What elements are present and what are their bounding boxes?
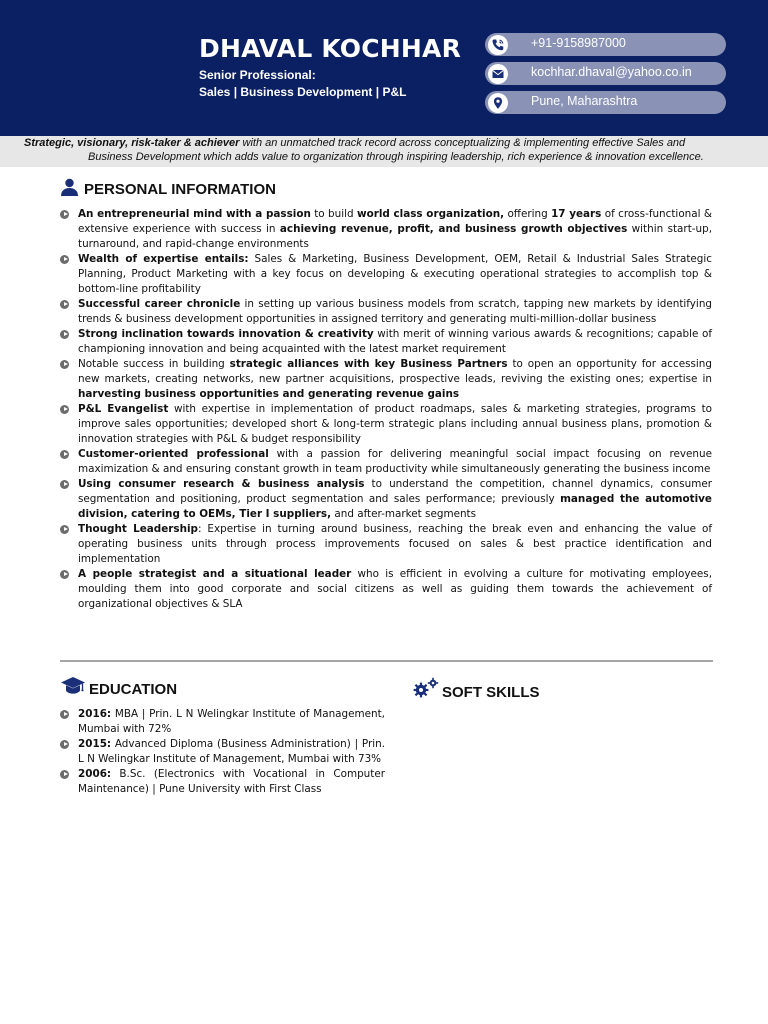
phone-icon <box>488 35 508 55</box>
personal-info-item <box>60 477 712 522</box>
bullet-highlight: Using consumer research & business analysis <box>78 478 365 490</box>
graduation-cap-icon <box>60 676 86 701</box>
contact-phone[interactable] <box>485 33 726 56</box>
bullet-highlight: 2015: <box>78 738 112 750</box>
tagline-line-1 <box>24 137 685 149</box>
personal-info-item <box>60 402 712 447</box>
contact-phone-text: +91-9158987000 <box>531 36 626 50</box>
bullet-highlight: world class organization, <box>356 208 505 220</box>
personal-info-item <box>60 567 712 612</box>
tagline-line-2: Business Development which adds value to organization through inspiring leadership, rich experience & innovation excellence. <box>88 151 704 163</box>
bullet-text: with expertise in implementation of product roadmaps, sales & marketing strategies, programs to improve sales opportunities; developed short & long-term strategic plans including annual business plans, promotion & innovation strategies with P&L & budget responsibility <box>78 403 712 445</box>
tagline-line-1-rest: with an unmatched track record across conceptualizing & implementing effective Sales and <box>239 137 686 149</box>
bullet-text: : Expertise in turning around business, reaching the break even and enhancing the value of operating business units through process improvements focused on sales & best practice identification and implementation <box>78 523 713 565</box>
personal-info-item <box>60 447 712 477</box>
header-banner <box>0 0 768 136</box>
bullet-text: Notable success in building <box>78 358 230 370</box>
summary-tagline <box>0 136 768 167</box>
section-divider <box>60 660 713 662</box>
bullet-text: offering <box>504 208 552 220</box>
subtitle-title: Senior Professional: <box>199 68 316 82</box>
bullet-text: with merit of winning various awards & recognitions; capable of championing innovation and being acquainted with the latest market requirement <box>78 328 713 355</box>
bullet-text: in setting up various business models from scratch, tapping new markets by identifying trends & business development opportunities in assigned territory and generating multi-million-dollar business <box>78 298 713 325</box>
bullet-text: within start-up, turnaround, and rapid-change environments <box>78 223 713 250</box>
contact-location[interactable] <box>485 91 726 114</box>
bullet-text: to build <box>310 208 357 220</box>
gears-icon <box>413 677 440 704</box>
bullet-text: MBA | Prin. L N Welingkar Institute of Management, Mumbai with 72% <box>78 708 385 735</box>
soft-skills-heading: SOFT SKILLS <box>442 684 540 701</box>
subtitle-domains: Sales | Business Development | P&L <box>199 85 407 99</box>
bullet-highlight: P&L Evangelist <box>78 403 169 415</box>
bullet-highlight: Thought Leadership <box>78 523 198 535</box>
bullet-highlight: managed the automotive division, catering to OEMs, Tier I suppliers, <box>78 493 712 520</box>
bullet-highlight: achieving revenue, profit, and business growth objectives <box>279 223 628 235</box>
tagline-highlight: Strategic, visionary, risk-taker & achiever <box>24 137 240 149</box>
bullet-highlight: A people strategist and a situational leader <box>78 568 352 580</box>
bullet-highlight: Customer-oriented professional <box>78 448 269 460</box>
contact-email[interactable] <box>485 62 726 85</box>
personal-info-item <box>60 297 712 327</box>
personal-info-item <box>60 522 712 567</box>
bullet-highlight: Strong inclination towards innovation & creativity <box>78 328 374 340</box>
personal-info-list <box>60 207 712 612</box>
personal-info-item <box>60 327 712 357</box>
bullet-highlight: 17 years <box>551 208 602 220</box>
personal-info-item <box>60 207 712 252</box>
bullet-highlight: 2016: <box>78 708 112 720</box>
bullet-text: and after-market segments <box>331 508 477 520</box>
bullet-text: with a passion for delivering meaningful social impact focusing on revenue maximization & and ensuring constant growth in team productivity while simultaneously generating the business income <box>78 448 712 475</box>
contact-location-text: Pune, Maharashtra <box>531 94 638 108</box>
location-pin-icon <box>488 93 508 113</box>
bullet-highlight: Successful career chronicle <box>78 298 241 310</box>
education-heading: EDUCATION <box>89 681 178 698</box>
bullet-text: of cross-functional & extensive experience with success in <box>78 208 712 235</box>
bullet-highlight: 2006: <box>78 768 112 780</box>
bullet-highlight: strategic alliances with key Business Partners <box>229 358 508 370</box>
education-item <box>60 767 385 797</box>
personal-info-heading: PERSONAL INFORMATION <box>84 181 276 198</box>
bullet-text: to open an opportunity for accessing new markets, creating networks, new partner acquisitions, prospective leads, reviving the existing ones; expertise in <box>78 358 712 385</box>
bullet-text: Advanced Diploma (Business Administration) | Prin. L N Welingkar Institute of Management, Mumbai with 73% <box>78 738 385 765</box>
education-item <box>60 737 385 767</box>
bullet-highlight: An entrepreneurial mind with a passion <box>78 208 311 220</box>
bullet-text: Sales & Marketing, Business Development, OEM, Retail & Industrial Sales Strategic Planning, Product Marketing with a key focus on developing & executing operational strategies to accomplish top & bottom-line profitability <box>78 253 712 295</box>
contact-email-text: kochhar.dhaval@yahoo.co.in <box>531 65 692 79</box>
bullet-text: to understand the competition, channel dynamics, consumer segmentation and positioning, product segmentation and sales performance; previously <box>78 478 712 505</box>
education-item <box>60 707 385 737</box>
bullet-text: who is efficient in evolving a culture for motivating employees, moulding them into good corporate and social citizens as well as guiding them towards the achievement of organizational objectives & SLA <box>78 568 713 610</box>
bullet-text: B.Sc. (Electronics with Vocational in Computer Maintenance) | Pune University with First Class <box>78 768 385 795</box>
bullet-highlight: Wealth of expertise entails: <box>78 253 249 265</box>
education-list <box>60 707 385 797</box>
user-icon <box>60 178 79 201</box>
candidate-name: DHAVAL KOCHHAR <box>199 34 462 63</box>
envelope-icon <box>488 64 508 84</box>
personal-info-item <box>60 357 712 402</box>
personal-info-item <box>60 252 712 297</box>
bullet-highlight: harvesting business opportunities and generating revenue gains <box>78 388 460 400</box>
